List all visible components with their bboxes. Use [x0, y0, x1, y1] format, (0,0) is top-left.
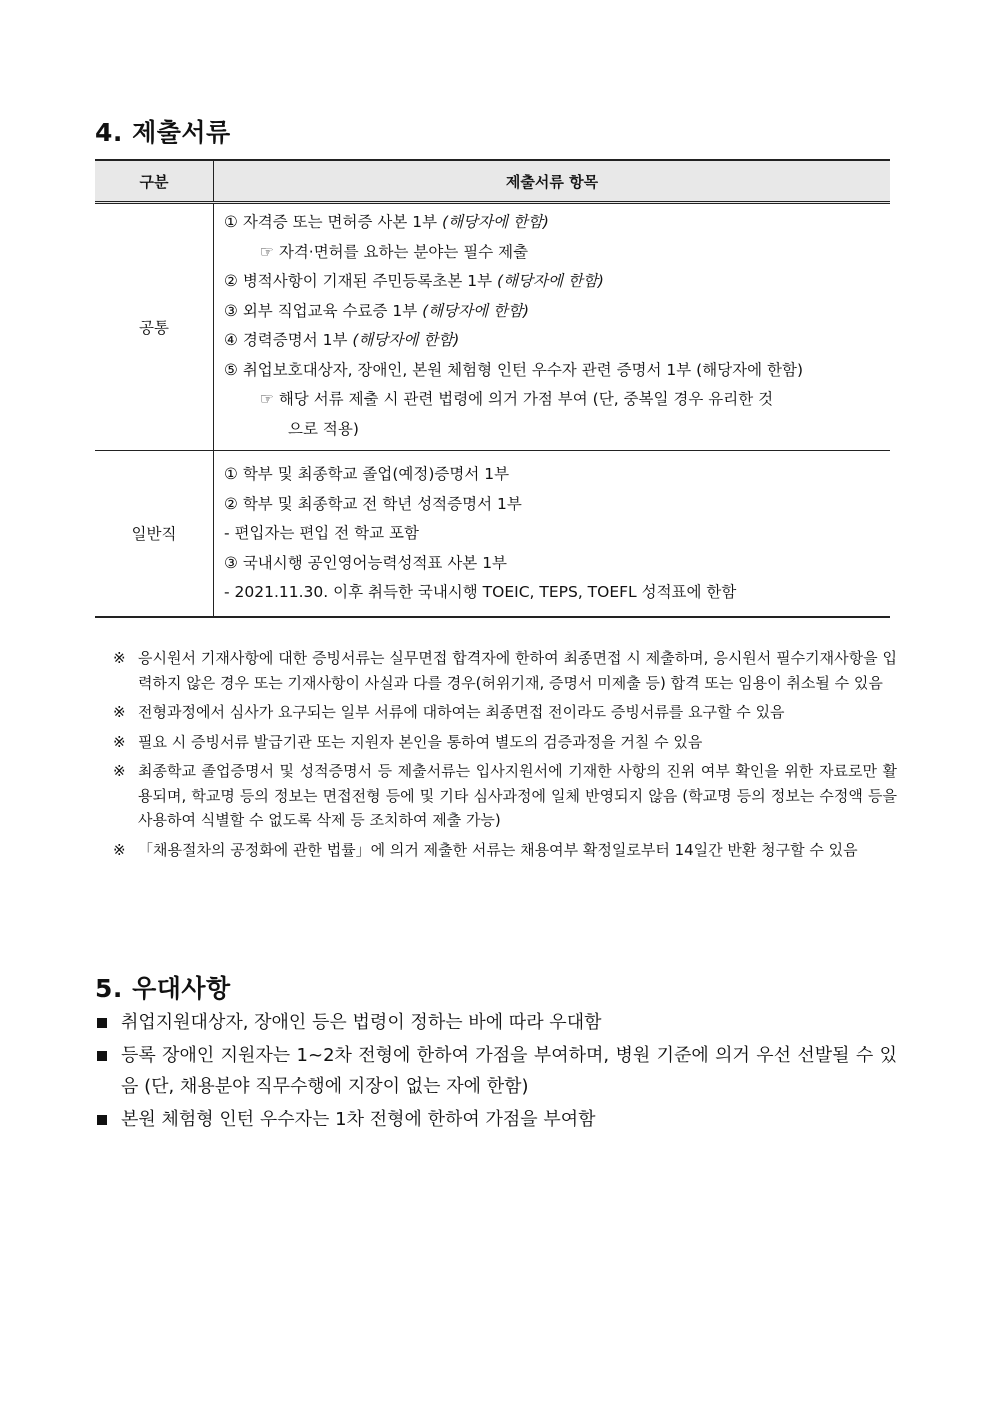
doc-line: - 2021.11.30. 이후 취득한 국내시행 TOEIC, TEPS, TOEFL 성적표에 한함 — [224, 583, 737, 601]
category-common: 공통 — [95, 203, 214, 451]
note-marker: ※ — [113, 840, 126, 859]
doc-line: ① 자격증 또는 면허증 사본 1부 (해당자에 한함) — [224, 213, 549, 231]
preference-item: 본원 체험형 인턴 우수자는 1차 전형에 한하여 가점을 부여함 — [95, 1104, 897, 1135]
header-items: 제출서류 항목 — [214, 160, 891, 203]
preferences-list — [95, 1007, 897, 1137]
doc-line: ④ 경력증명서 1부 (해당자에 한함) — [224, 331, 460, 349]
note-item: ※ 필요 시 증빙서류 발급기관 또는 지원자 본인을 통하여 별도의 검증과정을 거칠 수 있음 — [113, 730, 897, 755]
doc-subline: ☞ 해당 서류 제출 시 관련 법령에 의거 가점 부여 (단, 중복일 경우 유리한 것 — [260, 390, 774, 408]
table-row-general — [95, 451, 890, 617]
doc-line: ③ 국내시행 공인영어능력성적표 사본 1부 — [224, 553, 508, 572]
doc-line: ② 병적사항이 기재된 주민등록초본 1부 (해당자에 한함) — [224, 272, 604, 290]
doc-line: - 편입자는 편입 전 학교 포함 — [224, 524, 419, 542]
doc-line: ⑤ 취업보호대상자, 장애인, 본원 체험형 인턴 우수자 관련 증명서 1부 (해당자에 한함) — [224, 360, 804, 379]
doc-line: ② 학부 및 최종학교 전 학년 성적증명서 1부 — [224, 494, 522, 513]
square-bullet-icon — [97, 1018, 107, 1028]
header-category: 구분 — [95, 160, 214, 203]
category-general: 일반직 — [95, 451, 214, 617]
notes-list — [113, 646, 897, 867]
note-marker: ※ — [113, 649, 126, 667]
table-row-common — [95, 203, 890, 451]
note-item: ※ 「채용절차의 공정화에 관한 법률」에 의거 제출한 서류는 채용여부 확정일로부터 14일간 반환 청구할 수 있음 — [113, 838, 897, 863]
doc-line: ③ 외부 직업교육 수료증 1부 (해당자에 한함) — [224, 301, 529, 320]
preference-item: 등록 장애인 지원자는 1~2차 전형에 한하여 가점을 부여하며, 병원 기준에 의거 우선 선발될 수 있음 (단, 채용분야 직무수행에 지장이 없는 자에 한함) — [95, 1040, 897, 1102]
items-common — [214, 203, 891, 451]
square-bullet-icon — [97, 1115, 107, 1125]
section-title-preferences: 5. 우대사항 — [95, 974, 231, 1003]
note-marker: ※ — [113, 762, 126, 780]
note-marker: ※ — [113, 703, 126, 721]
note-item: ※ 전형과정에서 심사가 요구되는 일부 서류에 대하여는 최종면접 전이라도 증빙서류를 요구할 수 있음 — [113, 700, 897, 725]
note-item: ※ 최종학교 졸업증명서 및 성적증명서 등 제출서류는 입사지원서에 기재한 사항의 진위 여부 확인을 위한 자료로만 활용되며, 학교명 등의 정보는 면접전형 등에 및 기타 심사과정에 일체 반영되지 않음 (학교명 등의 정보는 수정액 등을 사용하여 식별할 수 없도록 삭제 등 조치하여 제출 가능) — [113, 759, 897, 833]
doc-subline: ☞ 자격·면허를 요하는 분야는 필수 제출 — [260, 242, 529, 261]
doc-line: ① 학부 및 최종학교 졸업(예정)증명서 1부 — [224, 465, 510, 483]
note-marker: ※ — [113, 732, 126, 751]
doc-subline-continued: 으로 적용) — [288, 419, 359, 438]
documents-table — [95, 159, 890, 618]
square-bullet-icon — [97, 1051, 107, 1061]
table-header-row — [95, 160, 890, 203]
section-title-documents: 4. 제출서류 — [95, 118, 231, 147]
preference-item: 취업지원대상자, 장애인 등은 법령이 정하는 바에 따라 우대함 — [95, 1007, 897, 1038]
note-item: ※ 응시원서 기재사항에 대한 증빙서류는 실무면접 합격자에 한하여 최종면접 시 제출하며, 응시원서 필수기재사항을 입력하지 않은 경우 또는 기재사항이 사실과 다를 경우(허위기재, 증명서 미제출 등) 합격 또는 임용이 취소될 수 있음 — [113, 646, 897, 695]
items-general — [214, 451, 891, 617]
